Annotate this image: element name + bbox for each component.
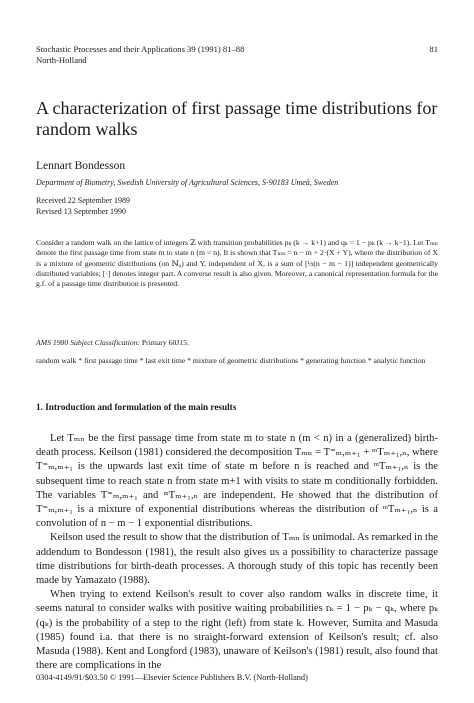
- journal-citation: Stochastic Processes and their Applications 39 (1991) 81–88: [36, 44, 245, 54]
- revised-date: Revised 13 September 1990: [36, 206, 126, 216]
- paragraph: Let Tₘₙ be the first passage time from state m to state n (m < n) in a (generalized) birth-death process. Keilson (1981) considered the decomposition Tₘₙ = T⁼ₘ,ₘ₊₁ + ᵐTₘ₊₁,ₙ, where T⁼ₘ,ₘ₊₁ is the upwards last exit time of state m before n is reached and ᵐTₘ₊₁,ₙ is the subsequent time to reach state n from state m+1 with visits to state m conditionally forbidden. The variables T⁼ₘ,ₘ₊₁ and ᵐTₘ₊₁,ₙ are independent. He showed that the distribution of T⁼ₘ,ₘ₊₁ is a mixture of exponential distributions whereas the distribution of ᵐTₘ₊₁,ₙ is a convolution of n − m − 1 exponential distributions.: [36, 433, 438, 530]
- paragraph: When trying to extend Keilson's result to cover also random walks in discrete time, it seems natural to consider walks with positive waiting probabilities rₖ = 1 − pₖ − qₖ, where pₖ (qₖ) is the probability of a step to the right (left) from state k. However, Sumita and Masuda (1985) found i.a. that there is no straight-forward extension of Keilson's result; cf. also Masuda (1988). Kent and Longford (1983), unaware of Keilson's (1981) result, also found that there are complications in the: [36, 589, 438, 672]
- ams-value: Primary 60J15.: [141, 338, 189, 347]
- copyright-footer: 0304-4149/91/$03.50 © 1991—Elsevier Science Publishers B.V. (North-Holland): [36, 673, 308, 682]
- page-number: 81: [429, 44, 438, 54]
- keywords: random walk * first passage time * last exit time * mixture of geometric distributions * generating function * analytic function: [36, 356, 426, 365]
- body-text: [36, 432, 438, 673]
- running-header: [36, 44, 438, 66]
- abstract: Consider a random walk on the lattice of integers ℤ with transition probabilities pₖ (k → k+1) and qₖ = 1 − pₖ (k → k−1). Let Tₘₙ denote the first passage time from state m to state n (m < n). It is shown that Tₘₙ = n − m + 2·(X + Y), where the distribution of X is a mixture of geometric distributions (on ℕ₀) and Y, independent of X, is a sum of [½(n − m − 1)] independent geometrically distributed variables; [·] denotes integer part. A converse result is also given. Moreover, a canonical representation formula for the g.f. of a passage time distribution is presented.: [36, 238, 438, 289]
- submission-dates: [36, 196, 438, 217]
- ams-label: AMS 1980 Subject Classification:: [36, 338, 140, 347]
- author-affiliation: Department of Biometry, Swedish University of Agricultural Sciences, S-90183 Umeå, Sweden: [36, 178, 339, 187]
- publisher: North-Holland: [36, 55, 87, 65]
- paper-title: A characterization of first passage time distributions for random walks: [36, 98, 438, 139]
- paragraph: Keilson used the result to show that the distribution of Tₘₙ is unimodal. As remarked in the addendum to Bondesson (1981), the result also gives us a possibility to characterize passage time distributions for birth-death processes. A thorough study of this topic has recently been made by Yamazato (1988).: [36, 532, 438, 587]
- ams-classification: [36, 338, 438, 347]
- author-name: Lennart Bondesson: [36, 160, 126, 172]
- received-date: Received 22 September 1989: [36, 196, 130, 205]
- section-heading: 1. Introduction and formulation of the main results: [36, 402, 237, 412]
